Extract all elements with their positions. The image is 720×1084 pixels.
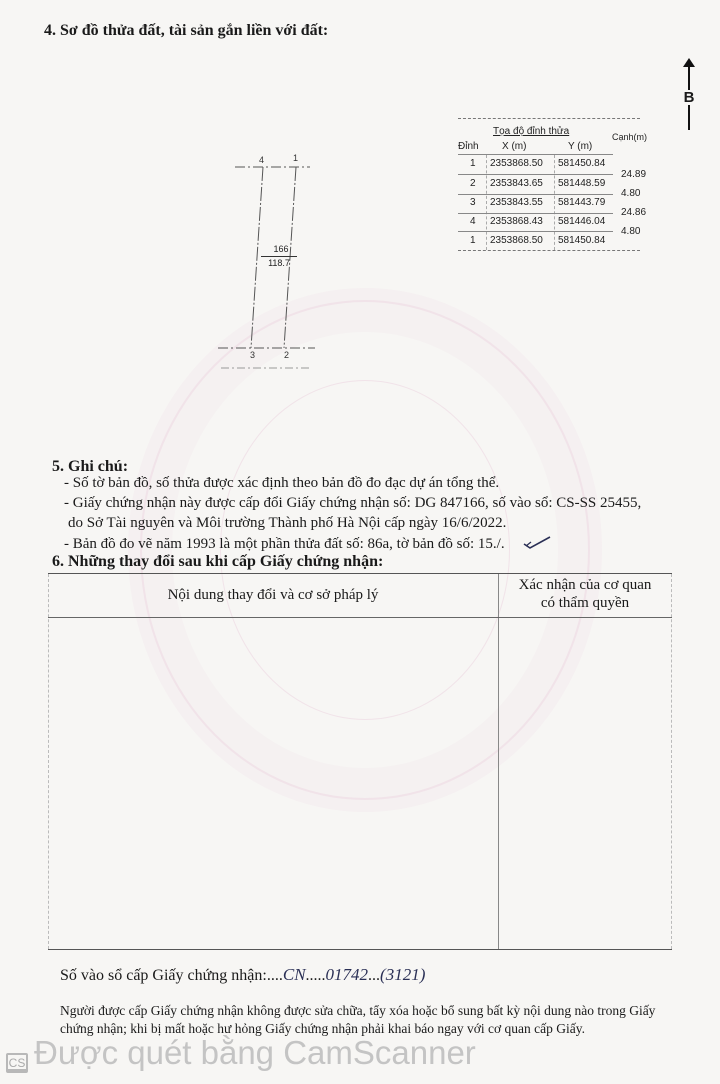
north-letter: B — [683, 89, 695, 106]
row-1-x: 2353868.50 — [490, 158, 543, 169]
row-5-y: 581450.84 — [558, 235, 606, 246]
registration-number — [60, 965, 425, 985]
north-arrow-icon — [681, 58, 697, 130]
camscanner-watermark-text: Được quét bằng CamScanner — [34, 1034, 476, 1071]
registration-code-suffix: (3121) — [380, 965, 426, 984]
parcel-number: 166 — [273, 244, 289, 254]
section-6-title: 6. Những thay đổi sau khi cấp Giấy chứng nhận: — [52, 553, 384, 570]
edge-header: Cạnh(m) — [612, 132, 648, 142]
row-4-x: 2353868.43 — [490, 216, 543, 227]
row-5-vertex: 1 — [470, 235, 476, 246]
row-3-vertex: 3 — [470, 197, 476, 208]
row-1-vertex: 1 — [470, 158, 476, 169]
x-header: X (m) — [502, 141, 527, 152]
registration-code-number: 01742 — [325, 965, 369, 984]
dots: ..... — [305, 967, 326, 984]
changes-content-header: Nội dung thay đổi và cơ sở pháp lý — [167, 587, 379, 603]
edge-4-1: 4.80 — [621, 226, 641, 237]
changes-authority-header — [498, 576, 672, 612]
note-1993-map: - Bản đồ đo vẽ năm 1993 là một phần thửa đất số: 86a, tờ bản đồ số: 15./. — [64, 536, 505, 552]
handwritten-checkmark-icon — [522, 535, 552, 551]
row-3-y: 581443.79 — [558, 197, 606, 208]
authority-header-line2: có thẩm quyền — [540, 595, 630, 611]
row-2-y: 581448.59 — [558, 178, 606, 189]
parcel-area: 118.7 — [261, 256, 297, 268]
warning-notice: Người được cấp Giấy chứng nhận không được sửa chữa, tẩy xóa hoặc bổ sung bất kỳ nội dung nào trong Giấy chứng nhận; khi bị mất hoặc hư hỏng Giấy chứng nhận phải khai báo ngay với cơ quan cấp Giấy. — [60, 1003, 656, 1036]
changes-table — [48, 573, 672, 950]
parcel-sketch — [0, 0, 720, 400]
camscanner-logo-icon: CS — [6, 1053, 28, 1073]
row-1-y: 581450.84 — [558, 158, 606, 169]
dots: .... — [266, 967, 283, 984]
row-5-x: 2353868.50 — [490, 235, 543, 246]
section-4-title: 4. Sơ đồ thửa đất, tài sản gắn liền với đất: — [44, 22, 329, 39]
authority-header-line1: Xác nhận của cơ quan — [518, 577, 652, 593]
note-reissue-authority: do Sở Tài nguyên và Môi trường Thành phố Hà Nội cấp ngày 16/6/2022. — [68, 515, 507, 531]
edge-3-4: 24.86 — [621, 207, 647, 218]
row-4-vertex: 4 — [470, 216, 476, 227]
coord-table-caption: Tọa độ đỉnh thửa — [493, 126, 570, 137]
registration-code-prefix: CN — [282, 965, 306, 984]
edge-2-3: 4.80 — [621, 188, 641, 199]
section-5-title: 5. Ghi chú: — [52, 458, 129, 475]
row-3-x: 2353843.55 — [490, 197, 543, 208]
registration-label: Số vào sổ cấp Giấy chứng nhận: — [60, 967, 267, 984]
vertex-label-2: 2 — [284, 350, 290, 360]
vertex-label-1: 1 — [293, 153, 299, 163]
row-2-x: 2353843.65 — [490, 178, 543, 189]
vertex-label-4: 4 — [259, 155, 265, 165]
vertex-label-3: 3 — [250, 350, 256, 360]
vertex-header: Đỉnh — [458, 141, 479, 152]
dots: ... — [368, 967, 381, 984]
row-2-vertex: 2 — [470, 178, 476, 189]
edge-1-2: 24.89 — [621, 169, 647, 180]
note-reissue: - Giấy chứng nhận này được cấp đổi Giấy chứng nhận số: DG 847166, số vào sổ: CS-SS 25455, — [64, 495, 642, 511]
row-4-y: 581446.04 — [558, 216, 606, 227]
y-header: Y (m) — [568, 141, 593, 152]
note-map-sheet: - Số tờ bản đồ, số thửa được xác định theo bản đồ đo đạc dự án tổng thể. — [64, 475, 500, 491]
